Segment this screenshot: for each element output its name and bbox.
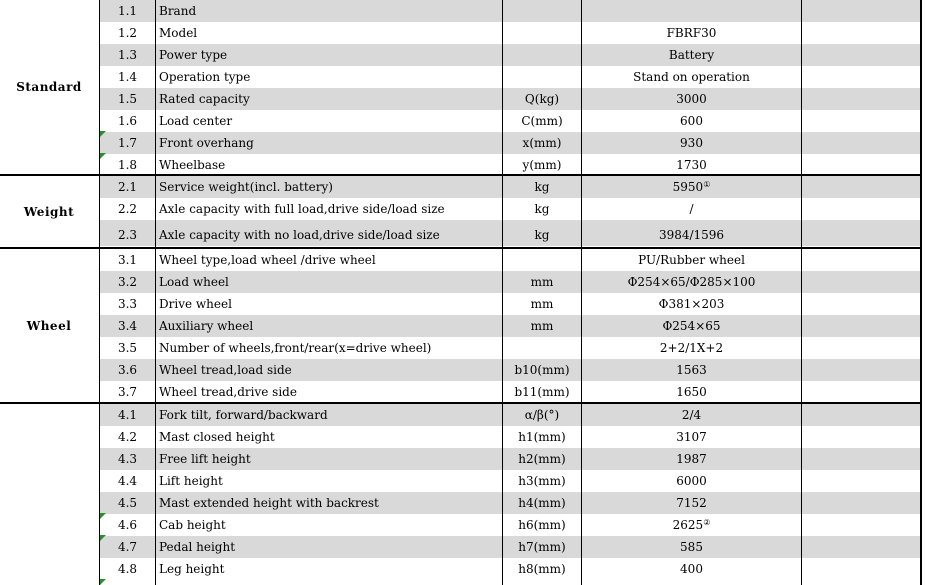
table-row <box>99 536 921 558</box>
row-item-label: Cab height <box>159 518 226 532</box>
row-value-cell <box>582 359 801 381</box>
cell-comment-marker <box>100 513 106 519</box>
row-value-cell <box>582 0 801 22</box>
row-number: 4.3 <box>117 452 138 466</box>
row-item-label: Lift height <box>159 474 223 488</box>
grid-line-vertical <box>155 0 156 585</box>
row-number: 2.1 <box>117 180 138 194</box>
row-value-cell <box>582 22 801 44</box>
row-number: 1.1 <box>117 4 138 18</box>
row-number: 4.8 <box>117 562 138 576</box>
row-item-label: Service weight(incl. battery) <box>159 180 333 194</box>
row-value-cell <box>582 381 801 403</box>
row-value: 3000 <box>676 92 707 106</box>
row-value: FBRF30 <box>666 26 717 40</box>
row-extra-cell <box>802 470 921 492</box>
row-value-cell <box>582 88 801 110</box>
table-row <box>99 470 921 492</box>
row-extra-cell <box>802 22 921 44</box>
row-number: 4.7 <box>117 540 138 554</box>
row-item-label: Auxiliary wheel <box>159 319 254 333</box>
row-item-label: Wheelbase <box>159 158 226 172</box>
row-extra-cell <box>802 220 921 242</box>
section-separator <box>0 402 922 404</box>
footnote-marker: ① <box>703 180 711 189</box>
row-value: 7152 <box>676 496 707 510</box>
row-item-label: Wheel tread,load side <box>159 363 292 377</box>
row-unit: b11(mm) <box>514 385 570 399</box>
table-row <box>99 271 921 293</box>
row-extra-cell <box>802 154 921 176</box>
row-value: 3107 <box>676 430 707 444</box>
row-value: PU/Rubber wheel <box>638 253 745 267</box>
row-extra-cell <box>802 536 921 558</box>
table-row <box>99 44 921 66</box>
row-extra-cell <box>802 381 921 403</box>
row-value: 2/4 <box>681 408 702 422</box>
row-value: 5950 <box>672 180 704 194</box>
row-value: 2625 <box>672 518 704 532</box>
row-number: 3.6 <box>117 363 138 377</box>
row-value-cell <box>582 426 801 448</box>
row-unit: kg <box>534 180 550 194</box>
table-row <box>99 448 921 470</box>
row-extra-cell <box>802 110 921 132</box>
row-item-label: Rated capacity <box>159 92 250 106</box>
row-item-label: Fork tilt, forward/backward <box>159 408 328 422</box>
table-row <box>99 66 921 88</box>
row-item-label: Wheel tread,drive side <box>159 385 297 399</box>
table-row <box>99 220 921 246</box>
row-value: 3984/1596 <box>658 228 725 242</box>
row-number: 2.2 <box>117 202 138 216</box>
row-unit: mm <box>530 275 554 289</box>
footnote-marker: ② <box>703 518 711 527</box>
row-number: 3.2 <box>117 275 138 289</box>
table-row <box>99 426 921 448</box>
row-value: Φ254×65 <box>662 319 721 333</box>
cell-comment-marker <box>100 131 106 137</box>
row-extra-cell <box>802 176 921 198</box>
table-row <box>99 558 921 580</box>
row-number: 2.3 <box>117 228 138 242</box>
row-item-label: Mast extended height with backrest <box>159 496 379 510</box>
row-value-cell <box>582 492 801 514</box>
row-number: 4.1 <box>117 408 138 422</box>
table-row <box>99 514 921 536</box>
table-row <box>99 492 921 514</box>
row-value: 1563 <box>676 363 707 377</box>
row-value-cell <box>582 66 801 88</box>
row-value-cell <box>582 337 801 359</box>
row-item-label: Power type <box>159 48 228 62</box>
table-row <box>99 110 921 132</box>
row-number: 1.5 <box>117 92 138 106</box>
row-unit: C(mm) <box>521 114 563 128</box>
row-extra-cell <box>802 293 921 315</box>
row-value-cell <box>582 404 801 426</box>
row-value-cell <box>582 249 801 271</box>
row-unit: h4(mm) <box>518 496 566 510</box>
row-number: 3.4 <box>117 319 138 333</box>
row-item-label: Front overhang <box>159 136 254 150</box>
table-row <box>99 315 921 337</box>
row-unit <box>503 0 581 22</box>
grid-line-vertical <box>801 0 802 585</box>
row-extra-cell <box>802 0 921 22</box>
row-value-cell <box>582 271 801 293</box>
row-unit: mm <box>530 297 554 311</box>
row-extra-cell <box>802 514 921 536</box>
row-unit: h6(mm) <box>518 518 566 532</box>
row-value-cell <box>582 536 801 558</box>
row-extra-cell <box>802 359 921 381</box>
grid-line-vertical <box>502 0 503 585</box>
row-item-label: Axle capacity with no load,drive side/load size <box>159 228 440 242</box>
row-number: 1.2 <box>117 26 138 40</box>
row-value-cell <box>582 154 801 176</box>
row-unit <box>503 66 581 88</box>
row-number: 1.6 <box>117 114 138 128</box>
table-row <box>99 337 921 359</box>
row-value: 600 <box>680 114 703 128</box>
group-label-wheel: Wheel <box>26 319 72 333</box>
row-unit: h1(mm) <box>518 430 566 444</box>
row-unit: α/β(°) <box>524 408 560 422</box>
row-value: 1987 <box>676 452 707 466</box>
row-item-label: Free lift height <box>159 452 251 466</box>
row-value: 2+2/1X+2 <box>659 341 724 355</box>
row-extra-cell <box>802 88 921 110</box>
row-unit: h7(mm) <box>518 540 566 554</box>
table-row <box>99 154 921 176</box>
row-unit: mm <box>530 319 554 333</box>
row-extra-cell <box>802 132 921 154</box>
row-number: 4.6 <box>117 518 138 532</box>
row-item-label: Number of wheels,front/rear(x=drive wheel) <box>159 341 432 355</box>
row-unit: h3(mm) <box>518 474 566 488</box>
row-value: Battery <box>668 48 715 62</box>
row-extra-cell <box>802 426 921 448</box>
row-extra-cell <box>802 198 921 220</box>
cell-comment-marker <box>100 535 106 541</box>
table-row <box>99 132 921 154</box>
row-extra-cell <box>802 558 921 580</box>
section-separator <box>0 247 922 249</box>
row-number: 3.3 <box>117 297 138 311</box>
row-number: 1.4 <box>117 70 138 84</box>
row-number: 3.7 <box>117 385 138 399</box>
row-number: 4.2 <box>117 430 138 444</box>
row-number: 1.8 <box>117 158 138 172</box>
row-unit <box>503 44 581 66</box>
row-number: 4.5 <box>117 496 138 510</box>
row-number: 3.5 <box>117 341 138 355</box>
row-extra-cell <box>802 44 921 66</box>
row-number: 1.3 <box>117 48 138 62</box>
row-number: 3.1 <box>117 253 138 267</box>
table-row <box>99 293 921 315</box>
row-value-cell <box>582 198 801 220</box>
row-value-cell <box>582 44 801 66</box>
row-value-cell <box>582 220 801 246</box>
table-row <box>99 0 921 22</box>
group-label-standard: Standard <box>16 80 82 94</box>
row-value: Stand on operation <box>633 70 750 84</box>
row-item-label: Mast closed height <box>159 430 275 444</box>
row-unit <box>503 337 581 359</box>
row-item-label: Axle capacity with full load,drive side/load size <box>159 202 445 216</box>
row-item-label: Brand <box>159 4 197 18</box>
row-value-cell <box>582 315 801 337</box>
grid-line-vertical <box>581 0 582 585</box>
row-unit <box>503 249 581 271</box>
row-unit: kg <box>534 202 550 216</box>
row-extra-cell <box>802 249 921 271</box>
row-value: 585 <box>680 540 703 554</box>
table-row <box>99 198 921 220</box>
row-value: / <box>689 202 694 216</box>
table-row <box>99 88 921 110</box>
table-row <box>99 359 921 381</box>
row-unit: h8(mm) <box>518 562 566 576</box>
row-value: 1650 <box>676 385 707 399</box>
row-value-cell <box>582 448 801 470</box>
row-unit: x(mm) <box>522 136 562 150</box>
row-extra-cell <box>802 271 921 293</box>
table-row <box>99 22 921 44</box>
row-value: 930 <box>680 136 703 150</box>
grid-line-vertical <box>99 0 100 585</box>
row-number: 4.4 <box>117 474 138 488</box>
grid-line-vertical <box>920 0 922 585</box>
row-unit: b10(mm) <box>514 363 570 377</box>
row-number: 1.7 <box>117 136 138 150</box>
row-extra-cell <box>802 404 921 426</box>
row-item-label: Wheel type,load wheel /drive wheel <box>159 253 376 267</box>
row-unit: kg <box>534 228 550 242</box>
table-row <box>99 404 921 426</box>
row-extra-cell <box>802 337 921 359</box>
row-extra-cell <box>802 492 921 514</box>
table-row <box>99 249 921 271</box>
row-unit: Q(kg) <box>524 92 560 106</box>
row-unit <box>503 22 581 44</box>
row-value-cell <box>582 514 801 536</box>
row-item-label: Operation type <box>159 70 251 84</box>
row-item-label: Load center <box>159 114 233 128</box>
row-value: 6000 <box>676 474 707 488</box>
group-label-weight: Weight <box>23 205 75 219</box>
row-value-cell <box>582 110 801 132</box>
row-value-cell <box>582 132 801 154</box>
row-value-cell <box>582 293 801 315</box>
row-value: 1730 <box>676 158 707 172</box>
row-unit: y(mm) <box>522 158 562 172</box>
cell-comment-marker <box>100 153 106 159</box>
cell-comment-marker <box>100 579 106 585</box>
table-row <box>99 176 921 198</box>
row-extra-cell <box>802 66 921 88</box>
table-row <box>99 381 921 403</box>
row-value: 400 <box>680 562 703 576</box>
row-value-cell <box>582 558 801 580</box>
row-unit: h2(mm) <box>518 452 566 466</box>
row-item-label: Drive wheel <box>159 297 232 311</box>
row-value-cell <box>582 470 801 492</box>
row-value: Φ254×65/Φ285×100 <box>627 275 756 289</box>
row-extra-cell <box>802 448 921 470</box>
section-separator <box>0 174 922 176</box>
row-item-label: Pedal height <box>159 540 236 554</box>
row-item-label: Leg height <box>159 562 225 576</box>
row-item-label: Load wheel <box>159 275 229 289</box>
row-value: Φ381×203 <box>658 297 725 311</box>
row-extra-cell <box>802 315 921 337</box>
row-value-cell <box>582 176 801 198</box>
row-item-label: Model <box>159 26 198 40</box>
